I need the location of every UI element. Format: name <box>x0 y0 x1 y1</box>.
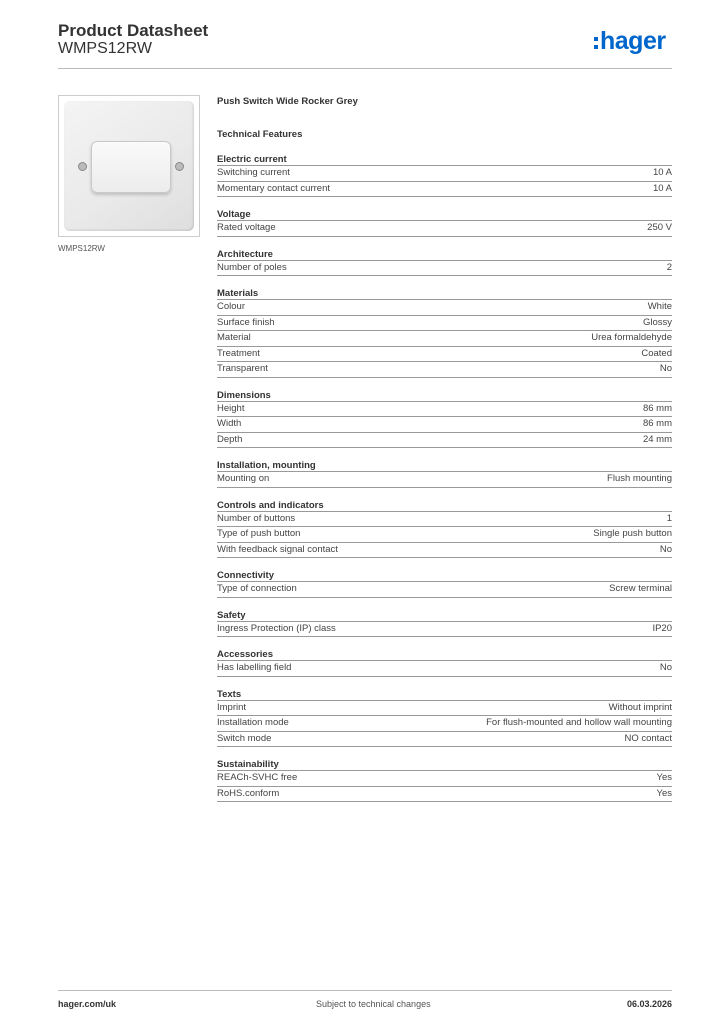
spec-label: Material <box>217 332 251 343</box>
spec-group <box>217 390 672 449</box>
spec-label: Colour <box>217 301 245 312</box>
spec-group-title: Safety <box>217 610 672 622</box>
spec-row <box>217 512 672 528</box>
spec-row <box>217 182 672 198</box>
spec-row <box>217 661 672 677</box>
spec-group-title: Voltage <box>217 209 672 221</box>
screw-icon <box>175 162 184 171</box>
spec-label: Momentary contact current <box>217 182 330 194</box>
spec-row <box>217 527 672 543</box>
spec-group-title: Electric current <box>217 154 672 166</box>
spec-value: 1 <box>666 512 672 524</box>
product-name: Push Switch Wide Rocker Grey <box>217 96 358 107</box>
spec-group <box>217 649 672 677</box>
logo-dots-icon <box>594 37 598 49</box>
spec-value: White <box>647 301 672 312</box>
spec-group <box>217 288 672 378</box>
spec-group <box>217 249 672 277</box>
spec-label: Type of push button <box>217 528 301 539</box>
spec-row <box>217 402 672 418</box>
spec-value: Single push button <box>593 528 672 539</box>
spec-value: 250 V <box>647 222 672 233</box>
spec-group <box>217 154 672 197</box>
spec-value: Flush mounting <box>607 473 672 484</box>
spec-row <box>217 347 672 363</box>
spec-value: For flush-mounted and hollow wall mounting <box>486 717 672 728</box>
rocker-button <box>91 141 171 193</box>
spec-row <box>217 362 672 378</box>
footer-date: 06.03.2026 <box>626 999 672 1009</box>
spec-row <box>217 622 672 638</box>
spec-label: Number of buttons <box>217 512 296 524</box>
spec-row <box>217 732 672 748</box>
spec-label: Rated voltage <box>217 222 276 233</box>
spec-label: Width <box>217 418 242 429</box>
spec-row <box>217 331 672 347</box>
spec-label: REACh-SVHC free <box>217 772 298 783</box>
switch-plate <box>64 101 194 231</box>
spec-label: Ingress Protection (IP) class <box>217 622 336 634</box>
spec-value: Yes <box>656 772 672 783</box>
spec-label: Imprint <box>217 701 247 713</box>
product-code: WMPS12RW <box>58 40 152 57</box>
spec-row <box>217 433 672 449</box>
spec-groups <box>217 154 672 802</box>
spec-label: Transparent <box>217 363 268 374</box>
spec-row <box>217 472 672 488</box>
spec-group-title: Sustainability <box>217 759 672 771</box>
spec-group <box>217 209 672 237</box>
spec-value: Without imprint <box>608 701 672 713</box>
spec-label: Switching current <box>217 167 290 178</box>
spec-label: Mounting on <box>217 473 270 484</box>
spec-value: 10 A <box>652 167 672 178</box>
spec-group <box>217 689 672 748</box>
spec-label: With feedback signal contact <box>217 543 338 555</box>
spec-group-title: Architecture <box>217 249 672 261</box>
spec-row <box>217 316 672 332</box>
spec-row <box>217 716 672 732</box>
spec-row <box>217 701 672 717</box>
image-caption: WMPS12RW <box>58 244 105 253</box>
spec-row <box>217 543 672 559</box>
footer-notice: Subject to technical changes <box>316 999 431 1009</box>
spec-label: Number of poles <box>217 261 287 273</box>
spec-group <box>217 759 672 802</box>
spec-label: Depth <box>217 433 243 445</box>
spec-row <box>217 261 672 277</box>
product-image <box>58 95 200 237</box>
spec-label: Surface finish <box>217 316 275 328</box>
spec-label: Installation mode <box>217 717 289 728</box>
spec-group-title: Texts <box>217 689 672 701</box>
spec-label: Height <box>217 402 245 414</box>
screw-icon <box>78 162 87 171</box>
footer-website: hager.com/uk <box>58 999 117 1009</box>
spec-panel <box>217 96 672 802</box>
spec-value: 2 <box>666 261 672 273</box>
spec-label: RoHS.conform <box>217 787 280 799</box>
spec-group <box>217 460 672 488</box>
spec-value: Screw terminal <box>609 583 672 594</box>
footer-divider <box>58 990 672 991</box>
spec-value: No <box>659 363 672 374</box>
spec-label: Type of connection <box>217 583 297 594</box>
spec-group <box>217 500 672 559</box>
spec-value: Coated <box>641 347 672 359</box>
spec-group <box>217 610 672 638</box>
spec-row <box>217 300 672 316</box>
spec-value: 86 mm <box>642 402 672 414</box>
spec-label: Treatment <box>217 347 260 359</box>
spec-value: IP20 <box>652 622 672 634</box>
spec-value: Urea formaldehyde <box>591 332 672 343</box>
spec-group-title: Materials <box>217 288 672 300</box>
spec-value: 86 mm <box>642 418 672 429</box>
spec-row <box>217 221 672 237</box>
spec-value: NO contact <box>624 732 672 744</box>
spec-group-title: Dimensions <box>217 390 672 402</box>
spec-value: No <box>659 543 672 555</box>
spec-group <box>217 570 672 598</box>
spec-group-title: Accessories <box>217 649 672 661</box>
spec-group-title: Installation, mounting <box>217 460 672 472</box>
spec-row <box>217 787 672 803</box>
spec-row <box>217 417 672 433</box>
logo-text: hager <box>600 26 666 55</box>
spec-group-title: Connectivity <box>217 570 672 582</box>
spec-value: 24 mm <box>642 433 672 445</box>
spec-row <box>217 166 672 182</box>
spec-group-title: Controls and indicators <box>217 500 672 512</box>
spec-value: Yes <box>656 787 672 799</box>
spec-value: No <box>659 662 672 673</box>
spec-row <box>217 582 672 598</box>
spec-value: 10 A <box>652 182 672 194</box>
section-title: Technical Features <box>217 129 303 140</box>
spec-label: Switch mode <box>217 732 272 744</box>
spec-value: Glossy <box>642 316 672 328</box>
spec-label: Has labelling field <box>217 662 292 673</box>
spec-row <box>217 771 672 787</box>
hager-logo <box>594 27 666 55</box>
page-title: Product Datasheet <box>58 21 209 40</box>
header-divider <box>58 68 672 69</box>
